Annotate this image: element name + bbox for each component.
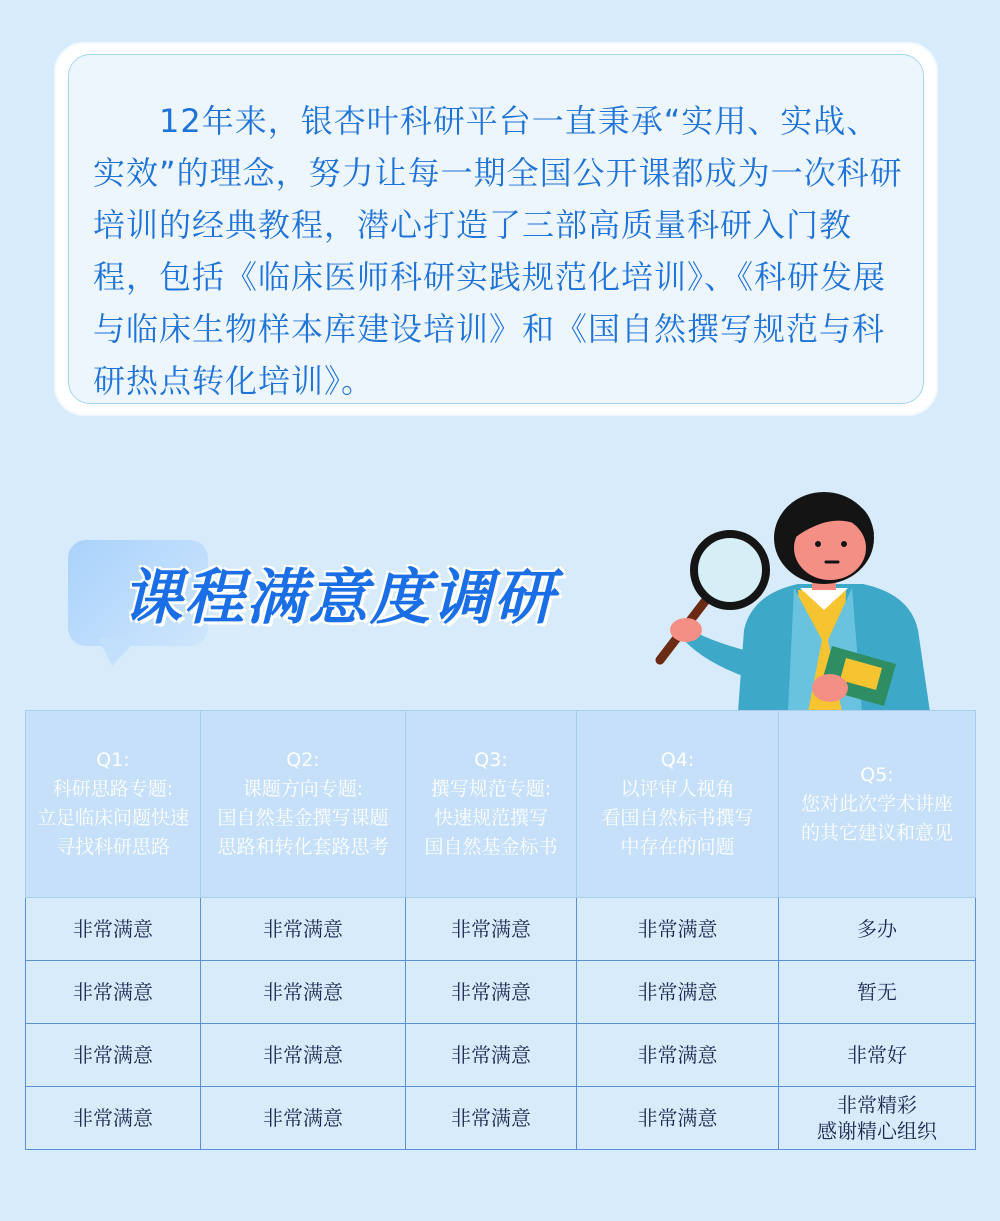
- table-row: [26, 898, 976, 961]
- table-cell: 非常满意: [26, 961, 201, 1024]
- survey-table: [25, 710, 976, 1150]
- eye-left: [815, 541, 821, 547]
- table-cell: 非常满意: [577, 1024, 779, 1087]
- table-row: [26, 1087, 976, 1150]
- table-cell: 非常满意: [201, 961, 406, 1024]
- table-cell: 非常满意: [406, 1087, 577, 1150]
- hand-holding-book: [812, 674, 848, 702]
- question-line: 的其它建议和意见: [800, 821, 953, 844]
- question-header-q2: [201, 711, 406, 898]
- question-line: 思路和转化套路思考: [217, 836, 389, 858]
- question-label: Q5:: [860, 763, 894, 786]
- table-row: [26, 961, 976, 1024]
- table-cell: 非常满意: [201, 898, 406, 961]
- section-title: 课程满意度调研: [122, 563, 556, 633]
- question-line: 看国自然标书撰写: [601, 807, 754, 829]
- table-cell: 非常满意: [26, 898, 201, 961]
- question-line: 撰写规范专题:: [430, 778, 552, 800]
- question-header-q5: [779, 711, 976, 898]
- table-cell: 非常满意: [577, 1087, 779, 1150]
- table-row: [26, 1024, 976, 1087]
- table-cell: 非常满意: [201, 1087, 406, 1150]
- question-label: Q4:: [660, 749, 695, 771]
- eye-right: [841, 541, 847, 547]
- question-line: 国自然基金撰写课题: [217, 807, 389, 829]
- question-header-q4: [577, 711, 779, 898]
- question-line: 以评审人视角: [620, 778, 735, 800]
- question-line: 科研思路专题:: [52, 778, 174, 800]
- section-title-block: [68, 520, 718, 660]
- question-header-q1: [26, 711, 201, 898]
- table-cell: 非常满意: [406, 961, 577, 1024]
- question-line: 中存在的问题: [620, 836, 735, 858]
- survey-header-row: [26, 711, 976, 898]
- speech-bubble-tail: [98, 638, 138, 666]
- question-line: 课题方向专题:: [242, 778, 364, 800]
- table-cell: 非常满意: [201, 1024, 406, 1087]
- question-line: 寻找科研思路: [55, 836, 170, 858]
- question-line: 您对此次学术讲座: [800, 792, 953, 815]
- table-cell: 非常好: [779, 1024, 976, 1087]
- hand: [670, 618, 702, 642]
- intro-paragraph: 12年来，银杏叶科研平台一直秉承“实用、实战、实效”的理念，努力让每一期全国公开课都成为一次科研培训的经典教程，潜心打造了三部高质量科研入门教程，包括《临床医师科研实践规范化培训》、《科研发展与临床生物样本库建设培训》和《国自然撰写规范与科研热点转化培训》。: [93, 102, 903, 400]
- woman-with-magnifier-illustration: [648, 490, 948, 712]
- question-label: Q1:: [96, 749, 130, 771]
- question-line: 立足临床问题快速: [36, 807, 189, 829]
- table-cell: 非常满意: [577, 961, 779, 1024]
- question-label: Q2:: [286, 749, 320, 771]
- cell-line: 感谢精心组织: [817, 1119, 937, 1143]
- table-cell: [779, 1087, 976, 1150]
- intro-card: [56, 44, 936, 414]
- intro-card-inner: [68, 54, 924, 404]
- table-cell: 非常满意: [26, 1024, 201, 1087]
- table-cell: 暂无: [779, 961, 976, 1024]
- question-label: Q3:: [474, 749, 508, 771]
- magnifying-glass-icon: [694, 534, 766, 606]
- table-cell: 非常满意: [406, 898, 577, 961]
- table-cell: 非常满意: [577, 898, 779, 961]
- question-line: 快速规范撰写: [433, 807, 548, 829]
- question-header-q3: [406, 711, 577, 898]
- cell-line: 非常精彩: [837, 1093, 917, 1117]
- table-cell: 非常满意: [26, 1087, 201, 1150]
- question-line: 国自然基金标书: [424, 836, 558, 858]
- table-cell: 多办: [779, 898, 976, 961]
- table-cell: 非常满意: [406, 1024, 577, 1087]
